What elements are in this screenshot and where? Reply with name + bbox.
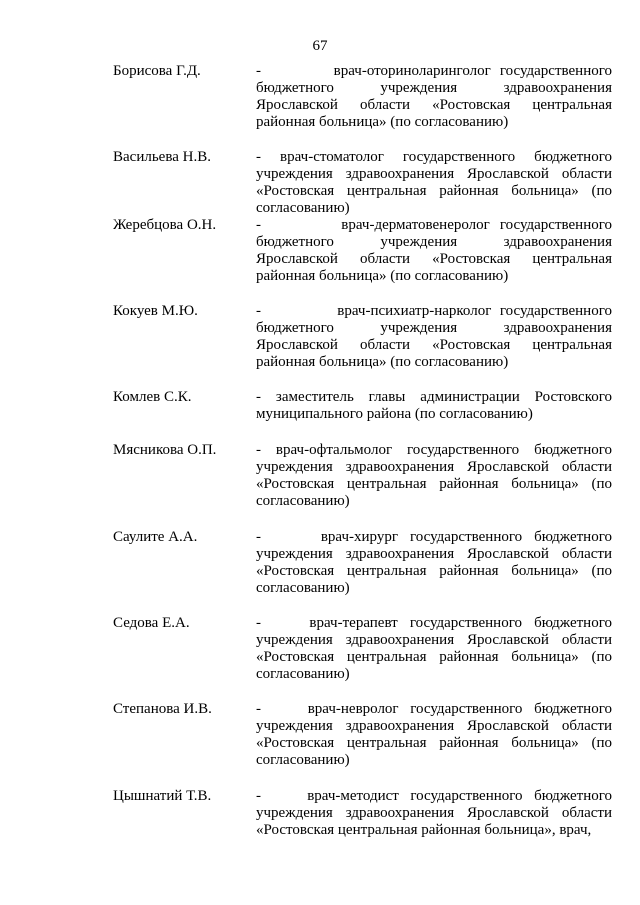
member-position: - врач-психиатр-нарколог государственного бюджетного учреждения здравоохранения Ярославской области «Ростовская центральная районная больница» (по согласованию) — [256, 303, 612, 370]
member-name: Жеребцова О.Н. — [113, 217, 217, 233]
member-position: - врач-стоматолог государственного бюджетного учреждения здравоохранения Ярославской области «Ростовская центральная районная больница» (по согласованию) — [256, 149, 612, 216]
member-position: - заместитель главы администрации Ростовского муниципального района (по согласованию) — [256, 389, 612, 422]
member-name: Комлев С.К. — [113, 389, 192, 405]
member-position: - врач-хирург государственного бюджетного учреждения здравоохранения Ярославской области «Ростовская центральная районная больница» (по согласованию) — [256, 529, 612, 596]
member-name: Борисова Г.Д. — [113, 63, 201, 79]
page-number: 67 — [312, 38, 328, 54]
member-name: Мясникова О.П. — [113, 442, 217, 458]
member-name: Цышнатий Т.В. — [113, 788, 212, 804]
member-name: Седова Е.А. — [113, 615, 190, 631]
member-position: - врач-оториноларинголог государственного бюджетного учреждения здравоохранения Ярославской области «Ростовская центральная районная больница» (по согласованию) — [256, 63, 612, 130]
member-name: Степанова И.В. — [113, 701, 212, 717]
member-position: - врач-офтальмолог государственного бюджетного учреждения здравоохранения Ярославской области «Ростовская центральная районная больница» (по согласованию) — [256, 442, 612, 509]
member-name: Кокуев М.Ю. — [113, 303, 198, 319]
member-position: - врач-методист государственного бюджетного учреждения здравоохранения Ярославской области «Ростовская центральная районная больница», врач, — [256, 788, 612, 838]
member-name: Саулите А.А. — [113, 529, 198, 545]
member-position: - врач-дерматовенеролог государственного бюджетного учреждения здравоохранения Ярославской области «Ростовская центральная районная больница» (по согласованию) — [256, 217, 612, 284]
member-position: - врач-терапевт государственного бюджетного учреждения здравоохранения Ярославской области «Ростовская центральная районная больница» (по согласованию) — [256, 615, 612, 682]
member-name: Васильева Н.В. — [113, 149, 211, 165]
member-position: - врач-невролог государственного бюджетного учреждения здравоохранения Ярославской области «Ростовская центральная районная больница» (по согласованию) — [256, 701, 612, 768]
